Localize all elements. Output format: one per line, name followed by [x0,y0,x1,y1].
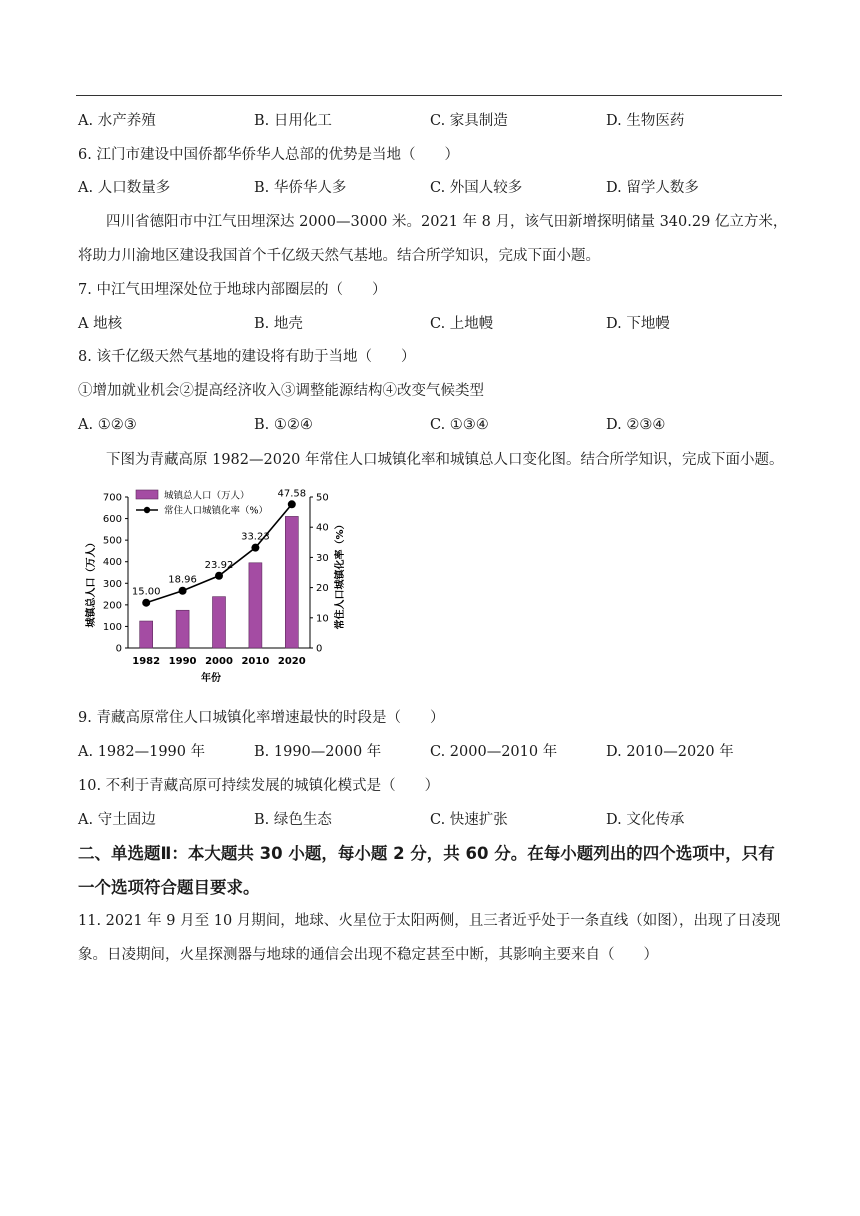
passage1-line2: 将助力川渝地区建设我国首个千亿级天然气基地。结合所学知识，完成下面小题。 [78,248,600,264]
q7-option-a[interactable]: A 地核 [78,316,123,332]
q6-option-a[interactable]: A. 人口数量多 [78,180,171,196]
x-tick-label: 1990 [168,656,197,667]
q8-options [78,415,798,435]
q8-option-a[interactable]: A. ①②③ [78,417,137,433]
line-urbanization-rate [146,504,292,602]
q5-options [78,111,798,131]
q11-line2: 象。日凌期间，火星探测器与地球的通信会出现不稳定甚至中断，其影响主要来自（ ） [78,947,658,963]
passage2: 下图为青藏高原 1982—2020 年常住人口城镇化率和城镇总人口变化图。结合所学知识，完成下面小题。 [106,452,784,468]
y-tick-right-label: 20 [316,583,329,595]
y-axis-right-label: 常住人口城镇化率（%） [335,519,346,630]
point-urbanization-rate [288,500,296,508]
data-label-urbanization-rate: 33.23 [241,531,270,543]
y-axis-left-label: 城镇总人口（万人） [86,537,97,628]
q7-stem: 7. 中江气田埋深处位于地球内部圈层的（ ） [78,282,387,298]
q9-option-d[interactable]: D. 2010—2020 年 [606,744,734,760]
legend-line-label: 常住人口城镇化率（%） [164,505,269,517]
top-rule [76,95,782,96]
y-tick-left-label: 200 [102,600,122,612]
legend-line-marker [144,507,150,513]
q6-options [78,178,798,198]
section2-heading-line1: 二、单选题Ⅱ：本大题共 30 小题，每小题 2 分，共 60 分。在每小题列出的四个选项中，只有 [78,844,775,863]
q8-option-d[interactable]: D. ②③④ [606,417,666,433]
passage1-line1: 四川省德阳市中江气田埋深达 2000—3000 米。2021 年 8 月，该气田新增探明储量 340.29 亿立方米， [106,214,788,230]
q6-option-c[interactable]: C. 外国人较多 [430,180,523,196]
urbanization-chart [80,484,370,689]
legend-bar-swatch [136,490,158,499]
y-tick-right-label: 40 [316,522,329,534]
bar-urban-population [285,516,298,648]
q10-option-c[interactable]: C. 快速扩张 [430,812,508,828]
y-tick-left-label: 100 [102,621,122,633]
x-axis-label: 年份 [201,673,221,684]
data-label-urbanization-rate: 18.96 [168,574,197,586]
x-tick-label: 1982 [132,656,161,667]
bar-urban-population [176,610,189,648]
q8-stem: 8. 该千亿级天然气基地的建设将有助于当地（ ） [78,349,416,365]
q6-stem: 6. 江门市建设中国侨都华侨华人总部的优势是当地（ ） [78,147,459,163]
y-tick-right-label: 50 [316,492,329,504]
y-tick-left-label: 700 [102,492,122,504]
x-tick-label: 2010 [241,656,270,667]
q10-option-d[interactable]: D. 文化传承 [606,812,685,828]
q5-option-a[interactable]: A. 水产养殖 [78,113,156,129]
q10-options [78,810,798,830]
point-urbanization-rate [179,587,187,595]
y-tick-right-label: 30 [316,552,329,564]
q5-option-c[interactable]: C. 家具制造 [430,113,508,129]
q9-option-b[interactable]: B. 1990—2000 年 [254,744,382,760]
q7-option-d[interactable]: D. 下地幔 [606,316,670,332]
q10-option-b[interactable]: B. 绿色生态 [254,812,332,828]
y-tick-left-label: 0 [115,643,122,655]
legend-bar-label: 城镇总人口（万人） [164,490,250,502]
y-tick-left-label: 300 [102,578,122,590]
section2-heading-line2: 一个选项符合题目要求。 [78,878,260,897]
q7-option-b[interactable]: B. 地壳 [254,316,303,332]
point-urbanization-rate [215,572,223,580]
y-tick-right-label: 10 [316,613,329,625]
q9-stem: 9. 青藏高原常住人口城镇化率增速最快的时段是（ ） [78,710,445,726]
data-label-urbanization-rate: 23.92 [204,559,234,571]
y-tick-right-label: 0 [316,643,323,655]
y-tick-left-label: 600 [102,514,122,526]
data-label-urbanization-rate: 47.58 [277,488,307,500]
q9-option-a[interactable]: A. 1982—1990 年 [78,744,206,760]
q9-option-c[interactable]: C. 2000—2010 年 [430,744,558,760]
q6-option-d[interactable]: D. 留学人数多 [606,180,699,196]
point-urbanization-rate [251,544,259,552]
q6-option-b[interactable]: B. 华侨华人多 [254,180,347,196]
q8-statements: ①增加就业机会②提高经济收入③调整能源结构④改变气候类型 [78,383,484,399]
q10-option-a[interactable]: A. 守土固边 [78,812,156,828]
x-tick-label: 2020 [277,656,306,667]
point-urbanization-rate [142,599,150,607]
q5-option-d[interactable]: D. 生物医药 [606,113,685,129]
q7-options [78,314,798,334]
bar-urban-population [249,563,262,648]
q11-line1: 11. 2021 年 9 月至 10 月期间，地球、火星位于太阳两侧，且三者近乎处于一条直线（如图），出现了日凌现 [78,913,781,929]
q10-stem: 10. 不利于青藏高原可持续发展的城镇化模式是（ ） [78,778,440,794]
bar-urban-population [140,621,153,648]
q5-option-b[interactable]: B. 日用化工 [254,113,332,129]
data-label-urbanization-rate: 15.00 [131,586,161,598]
q8-option-c[interactable]: C. ①③④ [430,417,489,433]
y-tick-left-label: 500 [102,535,122,547]
x-tick-label: 2000 [205,656,233,667]
q7-option-c[interactable]: C. 上地幔 [430,316,494,332]
q8-option-b[interactable]: B. ①②④ [254,417,313,433]
y-tick-left-label: 400 [102,557,122,569]
bar-urban-population [213,597,226,648]
q9-options [78,742,798,762]
